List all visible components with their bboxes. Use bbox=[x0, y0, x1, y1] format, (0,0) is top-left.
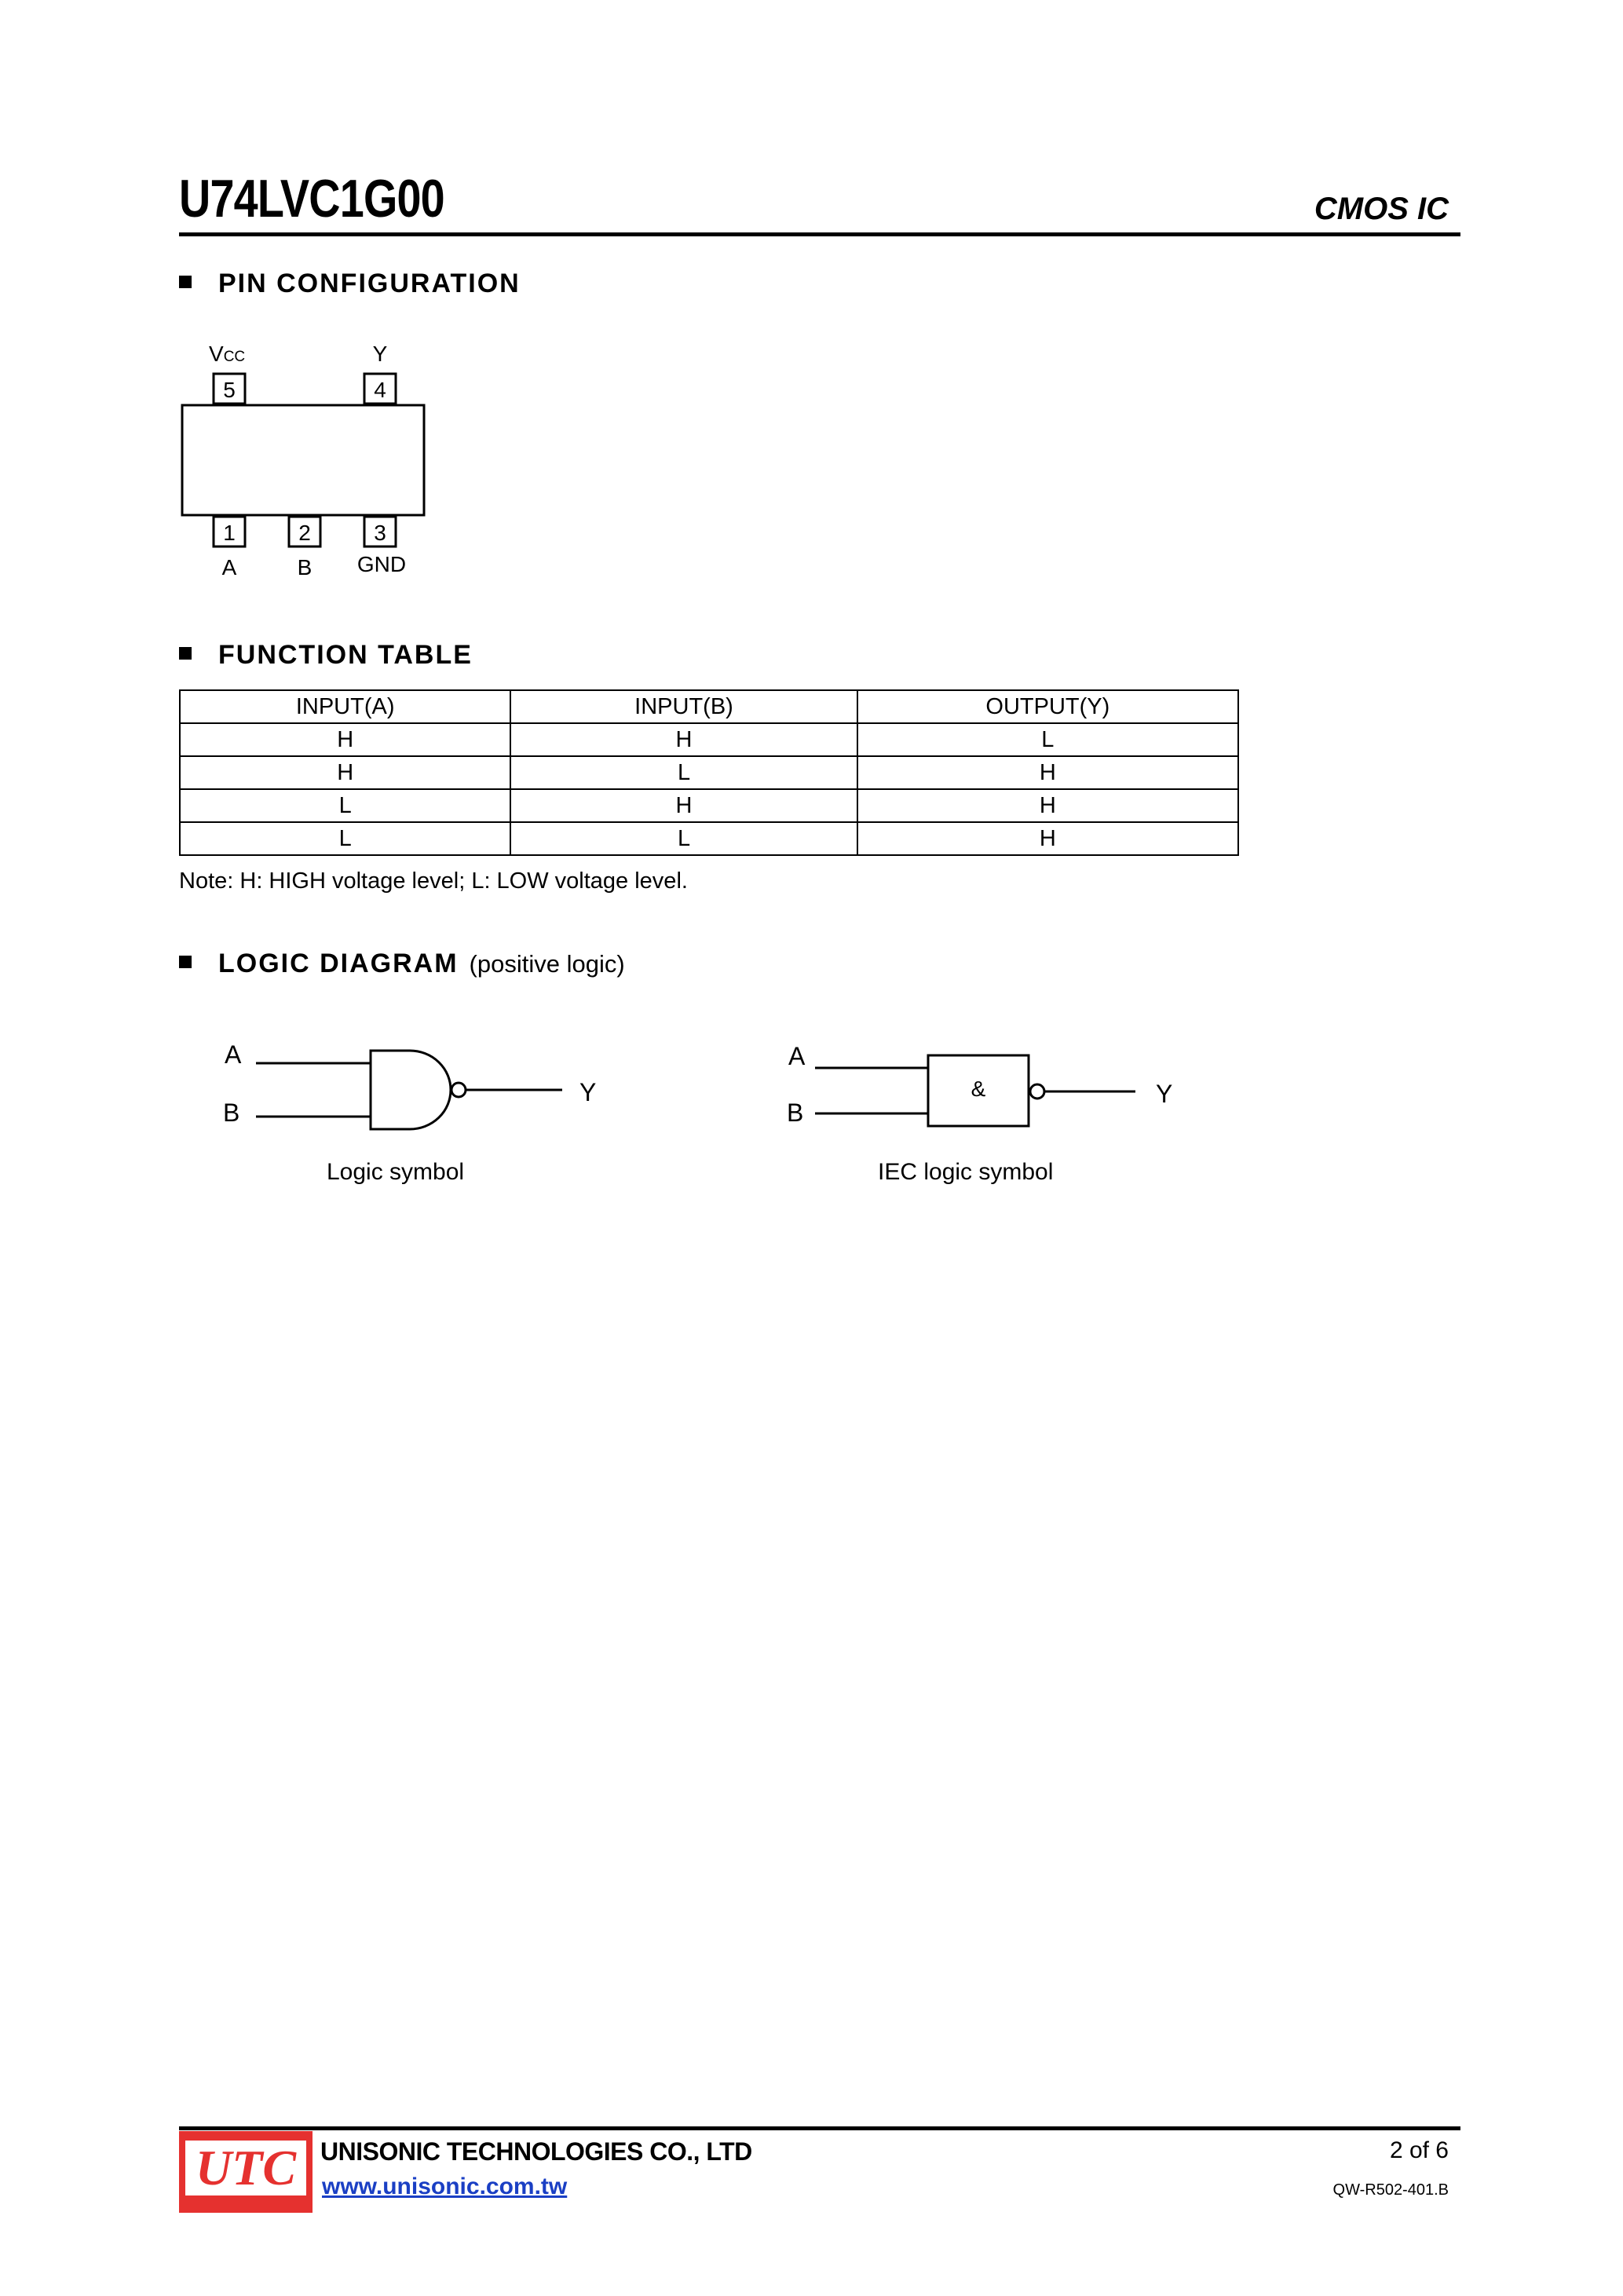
table-header-row bbox=[180, 690, 1238, 723]
table-cell: L bbox=[857, 723, 1238, 756]
table-cell: L bbox=[180, 822, 510, 855]
header-rule bbox=[179, 232, 1460, 236]
table-row bbox=[180, 756, 1238, 789]
iec-inversion-bubble bbox=[1030, 1084, 1044, 1099]
iec-gate-label: & bbox=[971, 1077, 986, 1101]
table-cell: H bbox=[510, 723, 857, 756]
utc-logo-text: UTC bbox=[185, 2141, 306, 2195]
company-website-link[interactable]: www.unisonic.com.tw bbox=[322, 2174, 568, 2199]
pin-2-number: 2 bbox=[298, 521, 311, 545]
table-cell: L bbox=[510, 756, 857, 789]
pin-3-label: GND bbox=[356, 552, 407, 576]
pin-3-number: 3 bbox=[374, 521, 386, 545]
function-table bbox=[179, 689, 1239, 856]
nand-inversion-bubble bbox=[451, 1083, 466, 1097]
bullet-icon bbox=[179, 647, 192, 660]
table-cell: H bbox=[510, 789, 857, 822]
nand-input-b-label: B bbox=[223, 1099, 240, 1127]
pin-5-number: 5 bbox=[223, 378, 236, 402]
utc-logo bbox=[179, 2131, 313, 2213]
part-number: U74LVC1G00 bbox=[179, 169, 444, 229]
iec-logic-symbol bbox=[777, 1036, 1201, 1131]
pin-2-label: B bbox=[297, 555, 313, 579]
column-header: OUTPUT(Y) bbox=[857, 690, 1238, 723]
nand-logic-symbol bbox=[212, 1036, 620, 1131]
table-note: Note: H: HIGH voltage level; L: LOW voltage level. bbox=[179, 868, 688, 894]
logic-diagram-heading: LOGIC DIAGRAM (positive logic) bbox=[179, 949, 625, 979]
nand-output-label: Y bbox=[579, 1078, 597, 1106]
table-cell: H bbox=[857, 822, 1238, 855]
table-cell: L bbox=[510, 822, 857, 855]
table-cell: H bbox=[857, 789, 1238, 822]
bullet-icon bbox=[179, 956, 192, 968]
iec-output-label: Y bbox=[1156, 1080, 1173, 1108]
iec-symbol-caption: IEC logic symbol bbox=[878, 1159, 1054, 1185]
logic-symbol-caption: Logic symbol bbox=[327, 1159, 465, 1185]
category-label: CMOS IC bbox=[1314, 192, 1449, 226]
nand-gate-body bbox=[371, 1051, 451, 1129]
iec-input-b-label: B bbox=[787, 1099, 804, 1127]
table-cell: H bbox=[180, 756, 510, 789]
table-row bbox=[180, 723, 1238, 756]
pin-5-label: VCC bbox=[209, 342, 246, 366]
pin-config-heading: PIN CONFIGURATION bbox=[179, 269, 521, 299]
pin-4-number: 4 bbox=[374, 378, 386, 402]
nand-input-a-label: A bbox=[225, 1040, 242, 1069]
bullet-icon bbox=[179, 276, 192, 288]
company-name: UNISONIC TECHNOLOGIES CO., LTD bbox=[320, 2137, 752, 2166]
column-header: INPUT(A) bbox=[180, 690, 510, 723]
table-cell: L bbox=[180, 789, 510, 822]
table-row bbox=[180, 789, 1238, 822]
column-header: INPUT(B) bbox=[510, 690, 857, 723]
table-row bbox=[180, 822, 1238, 855]
function-table-heading: FUNCTION TABLE bbox=[179, 640, 473, 671]
pin-configuration-diagram bbox=[179, 330, 462, 589]
logic-diagram-subheading: (positive logic) bbox=[469, 950, 625, 978]
pin-1-number: 1 bbox=[223, 521, 236, 545]
package-body bbox=[182, 405, 424, 515]
pin-4-label: Y bbox=[372, 342, 388, 366]
footer-rule bbox=[179, 2126, 1460, 2130]
page-number: 2 of 6 bbox=[1389, 2137, 1449, 2163]
iec-input-a-label: A bbox=[788, 1042, 806, 1070]
document-number: QW-R502-401.B bbox=[1332, 2181, 1449, 2199]
table-cell: H bbox=[857, 756, 1238, 789]
pin-1-label: A bbox=[221, 555, 237, 579]
table-cell: H bbox=[180, 723, 510, 756]
